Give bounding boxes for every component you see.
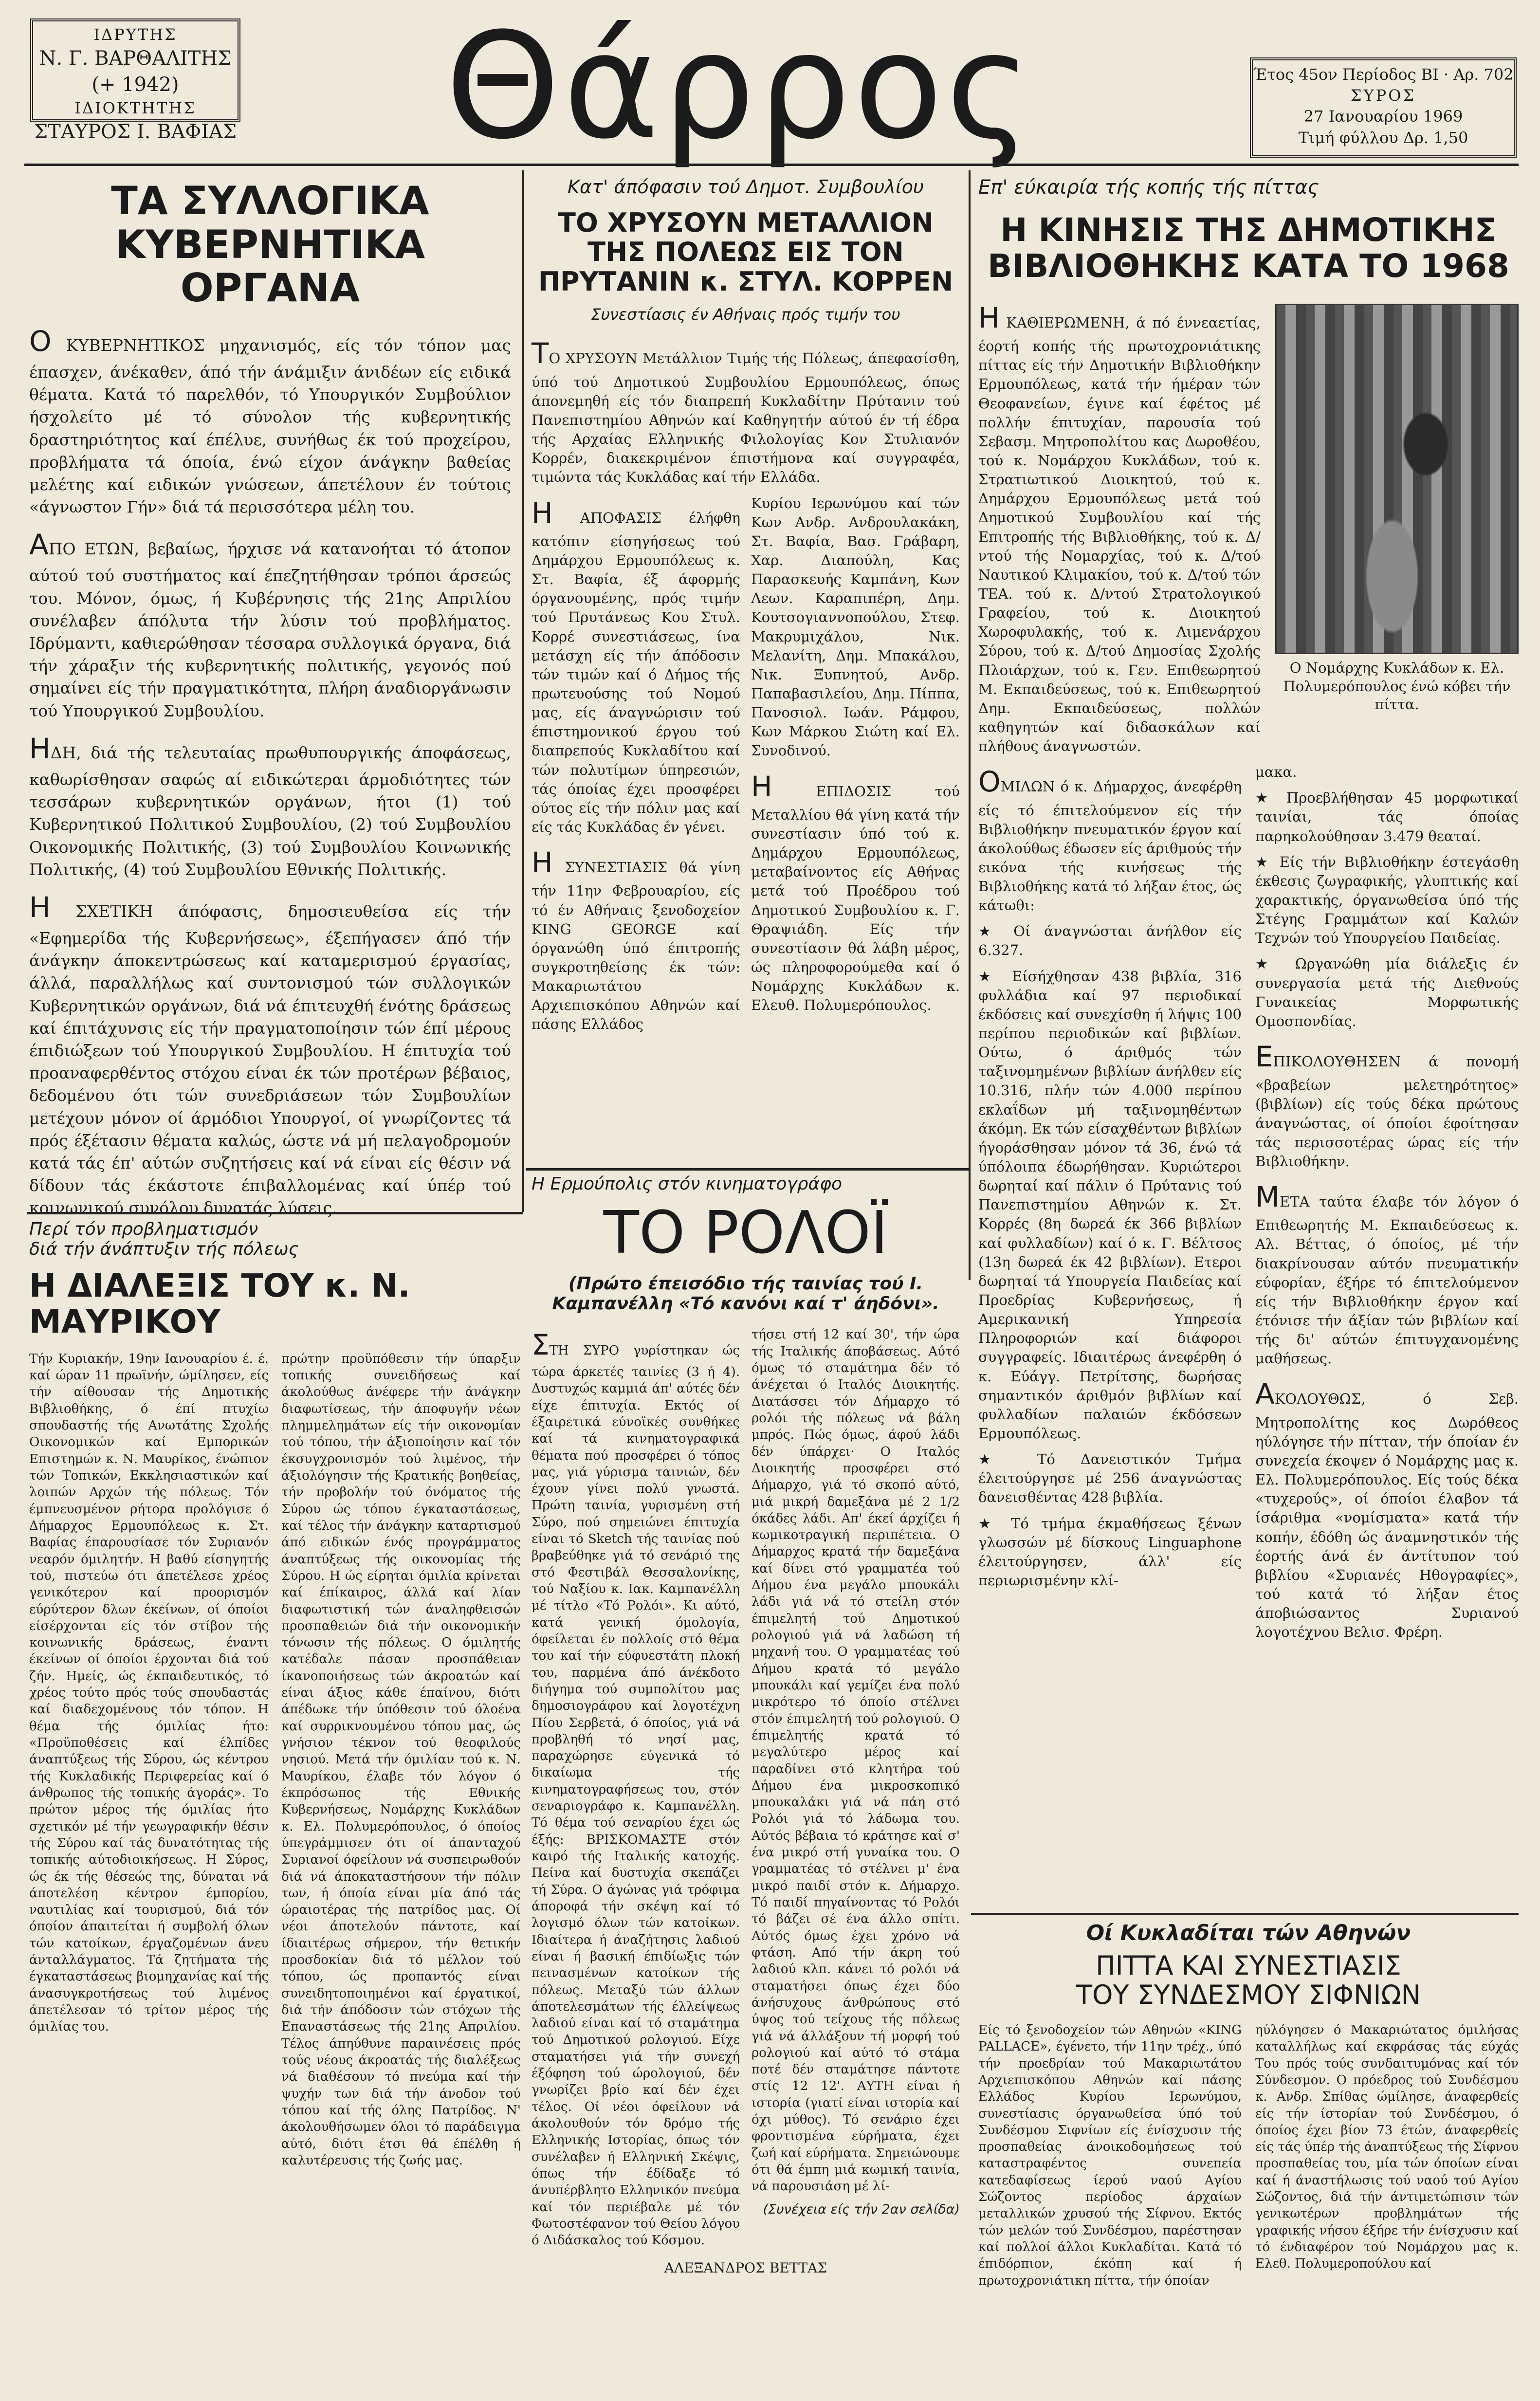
library-bullet-6: ★ Είς τήν Βιβλιοθήκην έστεγάσθη έκθεσις ζωγραφικής, γλυπτικής καί χαρακτικής, όργανωθείσα ύπό τής Στέγης Γραμμάτων καί Καλών Τεχνών τού Υπουργείου Παιδείας. (1255, 853, 1519, 947)
medal-headline: ΤΟ ΧΡΥΣΟΥΝ ΜΕΤΑΛΛΙΟΝ ΤΗΣ ΠΟΛΕΩΣ ΕΙΣ ΤΟΝ ΠΡΥΤΑΝΙΝ κ. ΣΤΥΛ. ΚΟΡΡΕΝ (538, 207, 953, 297)
founder-name: Ν. Γ. ΒΑΡΘΑΛΙΤΗΣ (+ 1942) (39, 47, 232, 96)
governance-paragraph-4: Η ΣΧΕΤΙΚΗ άπόφασις, δημοσιευθείσα είς τήν «Εφημερίδα τής Κυβερνήσεως», έξεπήγασεν άπό τήν άνάγκην άποκεντρώσεως καί καταμερισμού έργασίας, άλλά, παραλλήλως καί συντονισμού τών συλλογικών Κυβερνητικών οργάνων, διά νά έπιτευχθή ένότης δράσεως καί έπιτάχυνσις είς τήν πραγματοποίησιν τών έπί μέρους έπιδιώξεων τού Υπουργικού Συμβουλίου. Η έπιτυχία τού προαναφερθέντος στόχου είναι έκ τών προτέρων βέβαιος, δεδομένου ότι τών συνεδριάσεων τών Συμβουλίων μετέχουν μόνον οί άρμόδιοι Υπουργοί, οί γνωρίζοντες τά πρός έξέτασιν θέματα καλώς, ώστε νά μή πελαγοδρομούν κατά τάς έπ' αύτών συζητήσεις καί νά είναι είς θέσιν νά δίδουν τάς έκάστοτε έπιβαλλομένας καί ύπέρ τού κοινωνικού συνόλου δυνατάς λύσεις. (29, 890, 511, 1218)
article-rolo (532, 1174, 960, 2386)
medal-paragraph-3: Κυρίου Ιερωνύμου καί τών Κων Ανδρ. Ανδρουλακάκη, Στ. Βαφία, Βασ. Γράβαρη, Χαρ. Διαπούλη, Κας Παρασκευής Καμπάνη, Κων Λεων. Καραπιπέρη, Δημ. Κουτσογιαννοπούλου, Στεφ. Μακρυμιχάλου, Νικ. Μελανίτη, Δημ. Μπακάλου, Νικ. Ξυπνητού, Ανδρ. Παπαβασιλείου, Δημ. Πίππα, Πανοσιολ. Ιωάν. Ράμφου, Κων Μάρκου Σιώτη καί Ελ. Συνοδινού. (751, 495, 960, 759)
medal-kicker: Κατ' άπόφασιν τού Δημοτ. Συμβουλίου (568, 176, 924, 198)
library-photo (1275, 304, 1519, 654)
issue-box (1250, 57, 1517, 158)
rolo-column-a: ΣΤΗ ΣΥΡΟ γυρίστηκαν ώς τώρα άρκετές ταινίες (3 ή 4). Δυστυχώς καμμιά άπ' αύτές δέν είχε έπιτυχία. Εκτός οί έξαιρετικά εύνοϊκές συνθήκες καί τά κινηματογραφικά θέματα πού προσφέρει ό τόπος μας, γιά γύρισμα ταινιών, δέν έχουν γίνει πολύ γνωστά. Πρώτη ταινία, γυρισμένη στή Σύρο, πού σημειώνει έπιτυχία είναι τό Sketch τής ταινίας πού βραβεύθηκε γιά τό σενάριό της στό Φεστιβάλ Θεσσαλονίκης, τού Ναξίου κ. Ιακ. Καμπανέλλη μέ τίτλο «Τό Ρολόι». Κι αύτό, κατά γενική όμολογία, όφείλεται έν πολλοίς στό θέμα του καί τήν εύφυεστάτη πλοκή του, παρμένα άπό άνέκδοτο διήγημα τού συμπολίτου μας δημοσιογράφου καί λογοτέχνη Πίου Σερβετά, ό όποίος, γιά νά προβληθή τό νησί μας, παραχώρησε εύγενικά τό δικαίωμα τής κινηματογραφήσεως του, στόν σεναριογράφο κ. Καμπανέλλη. Τό θέμα τού σεναρίου έχει ώς έξής: ΒΡΙΣΚΟΜΑΣΤΕ στόν καιρό τής Ιταλικής κατοχής. Πείνα καί δυστυχία σκεπάζει τή Σύρα. Ο άγώνας γιά τρόφιμα άποροφά τήν σκέψη καί τό λογισμό όλων τών κατοίκων. Ιδιαίτερα ή άναζήτησις λαδιού είναι ή βασική έπιδίωξις τών πεινασμένων κατοίκων τής πόλεως. Μεταξύ τών άλλων άποτελεσμάτων τής έλλείψεως λαδιού είναι καί τό σταμάτημα τού Δημοτικού ρολογιού. Είχε σταματήσει γιά τήν συνεχή έξόφηση τού ώρολογιού, δέν γνωρίζει βρίο καί δέν έχει τέλος. Οί νέοι όφείλουν νά άκολουθούν τόν δρόμο τής Ελληνικής Ιστορίας, όπως τόν συνέλαβεν ή Ελληνική Σκέψις, όπως τήν έδίδαξε τό άνυπέρβλητο Ελληνικόν πνεύμα καί τόν περιέβαλε μέ τόν Φωτοστέφανον τού Θείου λόγου ό Διδάσκαλος τού Κόσμου. (532, 1328, 740, 2248)
library-paragraph-2: ΟΜΙΛΩΝ ό κ. Δήμαρχος, άνεφέρθη είς τό έπιτελούμενον είς τήν Βιβλιοθήκην πνευματικόν έργον καί άκολούθως έδωσεν είς άριθμούς τήν εικόνα τής κινήσεως τής Βιβλιοθήκης κατά τό λήξαν έτος, ώς κάτωθι: (978, 765, 1242, 914)
rolo-kicker: Η Ερμούπολις στόν κινηματογράφο (532, 1174, 843, 1194)
rolo-column-b: τήσει στή 12 καί 30', τήν ώρα τής Ιταλικής άποβάσεως. Αύτό όμως τό σταμάτημα δέν τό άνέχεται ό Ιταλός Διοικητής. Διατάσσει τόν Δήμαρχο τό ρολόι τής πόλεως νά βάλη μπρός. Πώς όμως, άφού λάδι δέν ύπάρχει· Ο Ιταλός Διοικητής προσφέρει στό Δήμαρχο, γιά τό σκοπό αύτό, μιά μικρή δαμεξάνα μέ 2 1/2 όκάδες λάδι. Απ' έκεί άρχίζει ή κωμικοτραγική περιπέτεια. Ο Δήμαρχος κρατά τήν δαμεξάνα καί δίνει στό γραμματέα τού Δήμου ένα μεγάλο μπουκάλι λάδι γιά νά τό στείλη στόν έπιμελητή τού Δημοτικού ρολογιού γιά νά λαδώση τή μηχανή του. Ο γραμματέας τού Δήμου κρατά τό μεγάλο μπουκάλι καί γεμίζει ένα πολύ μικρότερο τό όποίο στέλνει στόν έπιμελητή τού ρολογιού. Ο έπιμελητής κρατά τό μεγαλύτερο μέρος καί παραδίνει στό κλητήρα τού Δήμου ένα μικροσκοπικό μπουκαλάκι γιά νά πάη στό Ρολόι γιά τό λάδωμα του. Αύτός βέβαια τό κράτησε καί σ' ένα μικρό στή γυναίκα του. Ο γραμματέας τό στέλνει μ' ένα μικρό παιδί στόν κ. Δήμαρχο. Τό παιδί πηγαίνοντας τό Ρολόι τό βάζει σέ ένα άλλο σπίτι. Αύτός όμως έχει χρόνο νά φτάση. Από τήν άκρη τού λαδιού κλπ. κάνει τό ρολόι νά σταματήσει όπως έχει δύο άνήσυχους άνθρώπους στό ύψος τού τείχους τής πόλεως γιά νά άλλάξουν τή μορφή τού ρολογιού καί αύτό τό στάμα ποτέ δέν σταμάτησε πάντοτε στίς 12 12'. ΑΥΤΗ είναι ή ιστορία (γιατί είναι ιστορία καί όχι μύθος). Τό σενάριο έχει φροντισμένα εύρήματα, έχει ζωή καί εύρήματα. Σημειώνουμε ότι θά έμπη μιά κωμική ταινία, νά παρουσιάση μέ λί- (752, 1327, 960, 2194)
issue-place: ΣΥΡΟΣ (1350, 86, 1416, 105)
governance-paragraph-1: Ο ΚΥΒΕΡΝΗΤΙΚΟΣ μηχανισμός, είς τόν τόπον μας έπασχεν, άνέκαθεν, άπό τήν άνάμιξιν άνιδέων είς ειδικά θέματα. Κατά τό παρελθόν, τό Υπουργικόν Συμβούλιον ήσχολείτο μέ τό σύνολον τής κυβερνητικής δραστηριότητος καί έπέλυε, συνήθως έκ τού προχείρου, προβλήματα τά όποία, ένώ είχον άνάγκην βαθείας μελέτης καί ειδικών γνώσεων, άπετέλουν έν τούτοις «άγνωστον Γήν» διά τά περισσότερα μέλη του. (29, 324, 511, 517)
sifnos-headline-2: ΤΟΥ ΣΥΝΔΕΣΜΟΥ ΣΙΦΝΙΩΝ (1076, 1979, 1421, 2011)
article-mavrikos (29, 1219, 521, 2387)
owner-name: ΣΤΑΥΡΟΣ Ι. ΒΑΦΙΑΣ (34, 121, 237, 144)
sifnos-kicker: Οί Κυκλαδίται τών Αθηνών (1086, 1921, 1411, 1945)
library-paragraph-4: ΕΠΙΚΟΛΟΥΘΗΣΕΝ ά πονομή «βραβείων μελετηρότητος» (βιβλίων) είς τούς δέκα πρώτους άναγνώστας, οί όποίοι έφοίτησαν τάς περισσοτέρας ώρας είς τήν Βιβλιοθήκην. (1255, 1040, 1519, 1170)
article-library (978, 170, 1519, 1641)
newspaper-title: Θάρρος (445, 1, 1035, 171)
mavrikos-top-rule (27, 1212, 523, 1214)
rolo-continued: (Συνέχεια είς τήν 2αν σελίδα) (763, 2201, 960, 2217)
medal-paragraph-4: Η ΣΥΝΕΣΤΙΑΣΙΣ θά γίνη τήν 11ην Φεβρουαρίου, είς τό έν Αθήναις ξενοδοχείον KING GEORGE καί όργανώθη ύπό έπιτροπής συγκροτηθείσης έκ τών: Μακαριωτάτου Αρχιεπισκόπου Αθηνών καί πάσης Ελλάδος (532, 846, 740, 1033)
sifnos-column-a: Είς τό ξενοδοχείον τών Αθηνών «KING PALLACE», έγένετο, τήν 11ην τρέχ., ύπό τήν προεδρίαν τού Μακαριωτάτου Αρχιεπισκόπου Αθηνών καί πάσης Ελλάδος Κυρίου Ιερωνύμου, συνεστίασις όργανωθείσα ύπό τού Συνδέσμου Σιφνίων είς ένίσχυσιν τής προσπαθείας άνοικοδομήσεως τού καταστραφέντος συνεπεία κατεδαφίσεως ίερού ναού Αγίου Σώζοντος περίοδος άρχαίων μεταλλικών χρυσού τής Σίφνου. Εκτός τών μελών τού Συνδέσμου, παρέστησαν καί πολλοί άλλοι Κυκλαδίται. Κατά τό έπιδόρπιον, έκόπη καί ή πρωτοχρονιάτικη πίττα, τήν όποίαν (978, 2022, 1242, 2288)
founder-label: ΙΔΡΥΤΗΣ (93, 25, 177, 44)
library-kicker: Επ' εύκαιρία τής κοπής τής πίττας (978, 176, 1319, 199)
sifnos-column-b: ηύλόγησεν ό Μακαριώτατος όμιλήσας καταλλήλως καί εκφράσας τάς εύχάς Του πρός τούς συνδαιτυμόνας καί τόν Σύνδεσμον. Ο πρόεδρος τού Συνδέσμου κ. Ανδρ. Σπίθας ώμίλησε, άναφερθείς είς τήν ίστορίαν τού Συνδέσμου, ό όποίος έχει βίον 73 έτών, άναφερθείς είς τάς ύπέρ τής άναπτύξεως τής Σίφνου προσπαθείας του, μία τών όποίων είναι καί ή άναστήλωσις τού ναού τού Αγίου Σώζοντος, διά τήν άντιμετώπισιν τών γενικωτέρων προβλημάτων τής γραφικής νήσου έξήρε τήν ένίσχυσιν καί τό ένδιαφέρον τού Νομάρχου μας κ. Ελεθ. Πολυμεροπούλου καί (1255, 2022, 1519, 2272)
sifnos-top-rule (971, 1913, 1519, 1915)
rolo-top-rule (526, 1168, 969, 1171)
rolo-headline: ΤΟ ΡΟΛΟΪ (603, 1199, 888, 1267)
issue-number: Έτος 45ον Περίοδος ΒΙ · Αρ. 702 (1253, 65, 1514, 84)
founder-box (30, 18, 240, 144)
column-divider-2 (969, 170, 971, 1280)
medal-subhead: Συνεστίασις έν Αθήναις πρός τιμήν του (591, 305, 900, 324)
library-bullet-3: ★ Τό Δανειστικόν Τμήμα έλειτούργησε μέ 256 άναγνώστας δανεισθέντας 428 βιβλία. (978, 1451, 1242, 1506)
mavrikos-headline: Η ΔΙΑΛΕΞΙΣ ΤΟΥ κ. Ν. ΜΑΥΡΙΚΟΥ (29, 1267, 410, 1340)
sifnos-headline-1: ΠΙΤΤΑ ΚΑΙ ΣΥΝΕΣΤΙΑΣΙΣ (1096, 1950, 1401, 1981)
governance-headline: ΤΑ ΣΥΛΛΟΓΙΚΑ ΚΥΒΕΡΝΗΤΙΚΑ ΟΡΓΑΝΑ (111, 178, 429, 311)
library-paragraph-1: Η ΚΑΘΙΕΡΩΜΕΝΗ, ά πό έννεαετίας, έορτή κοπής τής πρωτοχρονιάτικης πίττας είς τήν Δημοτικήν Βιβλιοθήκην Ερμουπόλεως, κατά τήν ήμέραν τών Θεοφανείων, έγινε καί έφέτος μέ πολλήν έπιτυχίαν, παρουσία τού Σεβασμ. Μητροπολίτου κας Δωροθέου, τού κ. Νομάρχου Κυκλάδων, τού κ. Στρατιωτικού Διοικητού, τού κ. Δημάρχου Ερμουπόλεως μετά τού Δημοτικού Συμβουλίου καί τής Επιτροπής τής Βιβλιοθήκης, τού κ. Δ/ντού τής Νομαρχίας, τού κ. Δ/τού Ναυτικού Κλιμακίου, τού κ. Δ/τού τών ΤΕΑ. τού κ. Δ/ντού Στρατολογικού Γραφείου, τού κ. Διοικητού Χωροφυλακής, τού κ. Λιμενάρχου Σύρου, τού κ. Δ/τού Δημοσίας Σχολής Πλοιάρχων, τού κ. Γεν. Επιθεωρητού Μ. Εκπαιδεύσεως, τού κ. Επιθεωρητού Δημ. Εκπαιδεύσεως, πολλών καθηγητών καί διδασκάλων καί πλήθους άναγνωστών. (978, 301, 1261, 755)
library-paragraph-5: ΜΕΤΑ ταύτα έλαβε τόν λόγον ό Επιθεωρητής Μ. Εκπαιδεύσεως κ. Αλ. Βέττας, ό όποίος, μέ τήν διακρίνουσαν αύτόν πνευματικήν εύφορίαν, έξήρε τό έπιτελούμενον είς τήν Βιβλιοθήκην έργον καί έτόνισε τήν άξίαν τών βιβλίων καί τής δι' αύτών έπιτυγχανομένης μαθήσεως. (1255, 1180, 1519, 1367)
issue-date: 27 Ιανουαρίου 1969 (1303, 107, 1463, 126)
library-paragraph-3: μακα. (1255, 764, 1297, 781)
governance-paragraph-2: ΑΠΟ ΕΤΩΝ, βεβαίως, ήρχισε νά κατανοήται τό άτοπον αύτού τού συστήματος καί έπεζητήθησαν τρόποι άρσεώς του. Μόνον, όμως, ή Κυβέρνησις τής 21ης Απριλίου συνέλαβεν άπόλυτα τήν λύσιν τού προβλήματος. Ιδρύμαντι, καθιερώθησαν τέσσαρα συλλογικά όργανα, διά τήν χάραξιν τής κυβερνητικής πολιτικής, γεγονός πού σημαίνει είς τήν πραγματικότητα, πλήρη άναδιοργάνωσιν τού Υπουργικού Συμβουλίου. (29, 528, 511, 720)
medal-paragraph-2: Η ΑΠΟΦΑΣΙΣ έλήφθη κατόπιν είσηγήσεως τού Δημάρχου Ερμουπόλεως κ. Στ. Βαφία, έξ άφορμής όργανουμένης, πρός τιμήν τού Πρυτάνεως Κου Στυλ. Κορρέ συνεστιάσεως, ίνα μετάσχη είς τήν άπόδοσιν τών τιμών καί ό Δήμος τής πρωτευούσης τού Νομού μας, είς άναγνώρισιν τού έπιστημονικού έργου τού διαπρεπούς Κυκλαδίτου καί τών πολυτίμων ύπηρεσιών, τάς όποίας έχει προσφέρει ούτος είς τήν πόλιν μας καί είς τάς Κυκλάδας έν γένει. (532, 496, 740, 835)
governance-paragraph-3: ΗΔΗ, διά τής τελευταίας πρωθυπουργικής άποφάσεως, καθωρίσθησαν σαφώς αί ειδικώτεραι άρμοδιότητες τών τεσσάρων κυβερνητικών οργάνων, ήτοι (1) τού Κυβερνητικού Πολιτικού Συμβουλίου, (2) τού Συμβουλίου Οικονομικής Πολιτικής, (3) τού Συμβουλίου Κοινωνικής Πολιτικής, (4) τού Συμβουλίου Εθνικής Πολιτικής. (29, 732, 511, 879)
article-medal (532, 170, 960, 1163)
rolo-signature: ΑΛΕΞΑΝΔΡΟΣ ΒΕΤΤΑΣ (664, 2259, 827, 2276)
library-bullet-4: ★ Τό τμήμα έκμαθήσεως ξένων γλωσσών μέ δίσκους Linguaphone έλειτούργησεν, άλλ' είς περιωρισμένην κλί- (978, 1515, 1242, 1589)
masthead-rule (24, 164, 1519, 166)
issue-price: Τιμή φύλλου Δρ. 1,50 (1298, 128, 1468, 147)
library-headline: Η ΚΙΝΗΣΙΣ ΤΗΣ ΔΗΜΟΤΙΚΗΣ ΒΙΒΛΙΟΘΗΚΗΣ ΚΑΤΑ ΤΟ 1968 (988, 211, 1509, 285)
column-divider-1 (522, 170, 524, 1212)
article-governance (29, 170, 511, 1227)
library-photo-caption: Ο Νομάρχης Κυκλάδων κ. Ελ. Πολυμερόπουλος ένώ κόβει τήν πίττα. (1283, 659, 1511, 713)
library-paragraph-6: ΑΚΟΛΟΥΘΩΣ, ό Σεβ. Μητροπολίτης κος Δωρόθεος ηύλόγησε τήν πίτταν, τήν όποίαν έν συνεχεία έκοψεν ό Νομάρχης μας κ. Ελ. Πολυμερόπουλος. Είς τούς δέκα «τυχερούς», οί όποίοι έλαβον τά ίσάριθμα «νομίσματα» κατά τήν κοπήν, έδόθη ώς άναμνηστικόν τής έορτής άνά έν άντίτυπον τού βιβλίου «Συριανές Ηθογραφίες», τού κατά τό λήξαν έτος άποβιώσαντος Συριανού λογοτέχνου Βελισ. Φρέρη. (1255, 1377, 1519, 1641)
mavrikos-column-b: πρώτην προϋπόθεσιν τήν ύπαρξιν τοπικής συνειδήσεως καί άκολούθως άνέφερε τήν άνάγκην διαφωτίσεως, τήν άποφυγήν νέων πλημμελημάτων είς τήν οικονομίαν τού τόπου, τήν άξιοποίησιν καί τόν έκσυγχρονισμόν τού λιμένος, τήν άξιολόγησιν τής Κρατικής βοηθείας, τήν προβολήν τού όνόματος τής Σύρου ώς τόπου έγκαταστάσεως, καί τέλος τήν άνάγκην καταρτισμού άπό ειδικών ένός προγράμματος άναπτύξεως τής οικονομίας τής Σύρου. Η ώς είρηται όμιλία κρίνεται καί έπίκαιρος, άλλά καί λίαν διαφωτιστική τών άναληφθεισών προσπαθειών διά τήν οικονομικήν τόνωσιν τής πόλεως. Ο όμιλητής κατέδαλε πάσαν προσπάθειαν ίκανοποιήσεως τών άκροατών καί είναι άξιος κάθε έπαίνου, διότι άπέδωκε τήν ύπόθεσιν τού όλοένα καί συρρικνουμένου τόπου μας, ώς γνήσιον τέκνον τού θεοφιλούς νησιού. Μετά τήν όμιλίαν τού κ. Ν. Μαυρίκου, έλαβε τόν λόγον ό έκπρόσωπος τής Εθνικής Κυβερνήσεως, Νομάρχης Κυκλάδων κ. Ελ. Πολυμερόπουλος, ό όποίος ύπεγράμμισεν ότι οί άπανταχού Συριανοί όφείλουν νά συσπειρωθούν διά νά άποκαταστήσουν τήν πόλιν των, ή όποία είναι μία άπό τάς ώραιοτέρας τής πατρίδος μας. Οί νέοι άποτελούν πάντοτε, καί ίδιαιτέρως σήμερον, τήν θετικήν προσδοκίαν διά τό μέλλον τού τόπου, ώς προπαντός είναι συνειδητοποιημένοι καί έργατικοί, διά τήν άπόδοσιν τών στόχων τής Επαναστάσεως τής 21ης Απριλίου. Τέλος άπηύθυνε παραινέσεις πρός τούς νέους άκροατάς τής διαλέξεως νά διαθέσουν τό πνεύμα καί τήν ψυχήν των διά τήν άνοδον τού τόπου καί τής όλης Πατρίδος. Ν' άκολουθήσωμεν όλοι τό παράδειγμα αύτό, διότι έτσι θά έπέλθη ή καλυτέρευσις τής ζωής μας. (281, 1351, 521, 2168)
medal-paragraph-5: Η ΕΠΙΔΟΣΙΣ τού Μεταλλίου θά γίνη κατά τήν συνεστίασιν ύπό τού κ. Δημάρχου Ερμουπόλεως, μεταβαίνοντος είς Αθήνας μετά τού Προέδρου τού Δημοτικού Συμβουλίου κ. Γ. Θραψιάδη. Είς τήν συνεστίασιν θά λάβη μέρος, ώς πληροφορούμεθα καί ό Νομάρχης Κυκλάδων κ. Ελευθ. Πολυμερόπουλος. (751, 770, 960, 1014)
library-bullet-5: ★ Προεβλήθησαν 45 μορφωτικαί ταινίαι, τάς όποίας παρηκολούθησαν 3.479 θεαταί. (1255, 789, 1519, 844)
owner-label: ΙΔΙΟΚΤΗΤΗΣ (74, 99, 196, 118)
medal-paragraph-1: ΤΟ ΧΡΥΣΟΥΝ Μετάλλιον Τιμής τής Πόλεως, άπεφασίσθη, ύπό τού Δημοτικού Συμβουλίου Ερμουπόλεως, όπως άπονεμηθή είς τόν διαπρεπή Κυκλαδίτην Πρύτανιν τού Πανεπιστημίου Αθηνών καί Καθηγητήν αύτού έν τή έδρα τής Αρχαίας Ελληνικής Φιλολογίας Κον Στυλιανόν Κορρέν, διακεκριμένον έπιστήμονα καί συγγραφέα, τιμώντα τάς Κυκλάδας καί τήν Ελλάδα. (532, 337, 960, 486)
library-bullet-1: ★ Οί άναγνώσται άνήλθον είς 6.327. (978, 923, 1242, 959)
article-sifnos (978, 1918, 1519, 2385)
library-bullet-7: ★ Ωργανώθη μία διάλεξις έν συνεργασία μετά τής Διεθνούς Γυναικείας Μορφωτικής Ομοσπονδίας. (1255, 955, 1519, 1029)
rolo-subhead: (Πρώτο έπεισόδιο τής ταινίας τού Ι. Καμπανέλλη «Τό κανόνι καί τ' άηδόνι». (552, 1274, 939, 1314)
library-bullet-2: ★ Είσήχθησαν 438 βιβλία, 316 φυλλάδια καί 97 περιοδικαί έκδόσεις καί συνεχίσθη ή λήψις 100 περίπου περιοδικών καί βιβλίων. Ούτω, ό άριθμός τών ταξινομημένων βιβλίων άνήλθεν είς 10.316, πλήν τών 4.000 περίπου εκλαΐδων μή ταξινομηθέντων άκόμη. Εκ τών είσαχθέντων βιβλίων ήγοράσθησαν μόνον τά 36, ένώ τά ύπόλοιπα έδωρήθησαν. Κυριώτεροι δωρηταί καί πάλιν ό Πρύτανις τού Πανεπιστημίου Αθηνών κ. Στ. Κορρές (8η δωρεά έκ 366 βιβλίων καί φυλλαδίων) καί ό κ. Γ. Βέλτσος (13η δωρεά έκ 42 βιβλίων). Ετεροι δωρηταί τά Υπουργεία Παιδείας καί Προεδρίας Κυβερνήσεως, ή Αμερικανική Υπηρεσία Πληροφοριών καί διάφοροι συγγραφείς. Ιδιαιτέρως άνεφέρθη ό κ. Εύάγγ. Πετρίτσης, δωρήσας σημαντικόν άριθμόν βιβλίων καί φυλλαδίων παλαιών έκδόσεων Ερμουπόλεως. (978, 968, 1242, 1442)
mavrikos-column-a: Τήν Κυριακήν, 19ην Ιανουαρίου έ. έ. καί ώραν 11 πρωϊνήν, ώμίλησεν, είς τήν αίθουσαν τής Δημοτικής Βιβλιοθήκης, ό έπί πτυχίω σπουδαστής τής Ανωτάτης Σχολής Οικονομικών καί Εμπορικών Επιστημών κ. Ν. Μαυρίκος, ένώπιον τών Τοπικών, Εκκλησιαστικών καί λοιπών Αρχών τής πόλεως. Τόν έμπνευσμένον ρήτορα προλόγισε ό Δήμαρχος Ερμουπόλεως κ. Στ. Βαφίας έπαρουσίασε τόν Συριανόν νεαρόν όμιλητήν. Η βαθύ είσηγητής τού, πιστεύω ότι άπετέλεσε χρέος γενικότερον καί προορισμόν εύρύτερον δλων έκείνων, οί όποίοι είσέρχονται είς τόν στίβον τής κοινωνικής δράσεως, έναντι έκείνων οί όποίοι έρχονται διά τού ζήν. Ημείς, ώς έκπαιδευτικός, τό χρέος τούτο πρός τούς σπουδαστάς καί διαδεχομένους τόν τόπον. Η θέμα τής όμιλίας ήτο: «Προϋποθέσεις καί έλπίδες άναπτύξεως τής Σύρου, ώς κέντρου τής Κυκλαδικής Περιφερείας καί ό άνθρωπος τής τοπικής άγοράς». Το πρώτον μέρος τής όμιλίας ήτο σχετικόν μέ τήν γεωγραφικήν θέσιν τής Σύρου καί τάς δυνατότητας τής τοπικής αύτοδιοικήσεως. Η Σύρος, ώς έκ τής θέσεώς της, δύναται νά άποτελέση κέντρον έμπορίου, ναυτιλίας καί τουρισμού, διά τόν όποίον άπαιτείται ή συμβολή όλων τών κατοίκων, έργαζομένων άνευ άνταλλάγματος. Τά ζητήματα τής έγκαταστάσεως βιομηχανίας καί τής άνασυγκροτήσεως τού λιμένος άπετέλεσαν τό τρίτον μέρος τής όμιλίας του. (29, 1351, 269, 2034)
mavrikos-kicker-2: διά τήν άνάπτυξιν τής πόλεως (29, 1239, 299, 1259)
mavrikos-kicker-1: Περί τόν προβληματισμόν (29, 1219, 258, 1239)
